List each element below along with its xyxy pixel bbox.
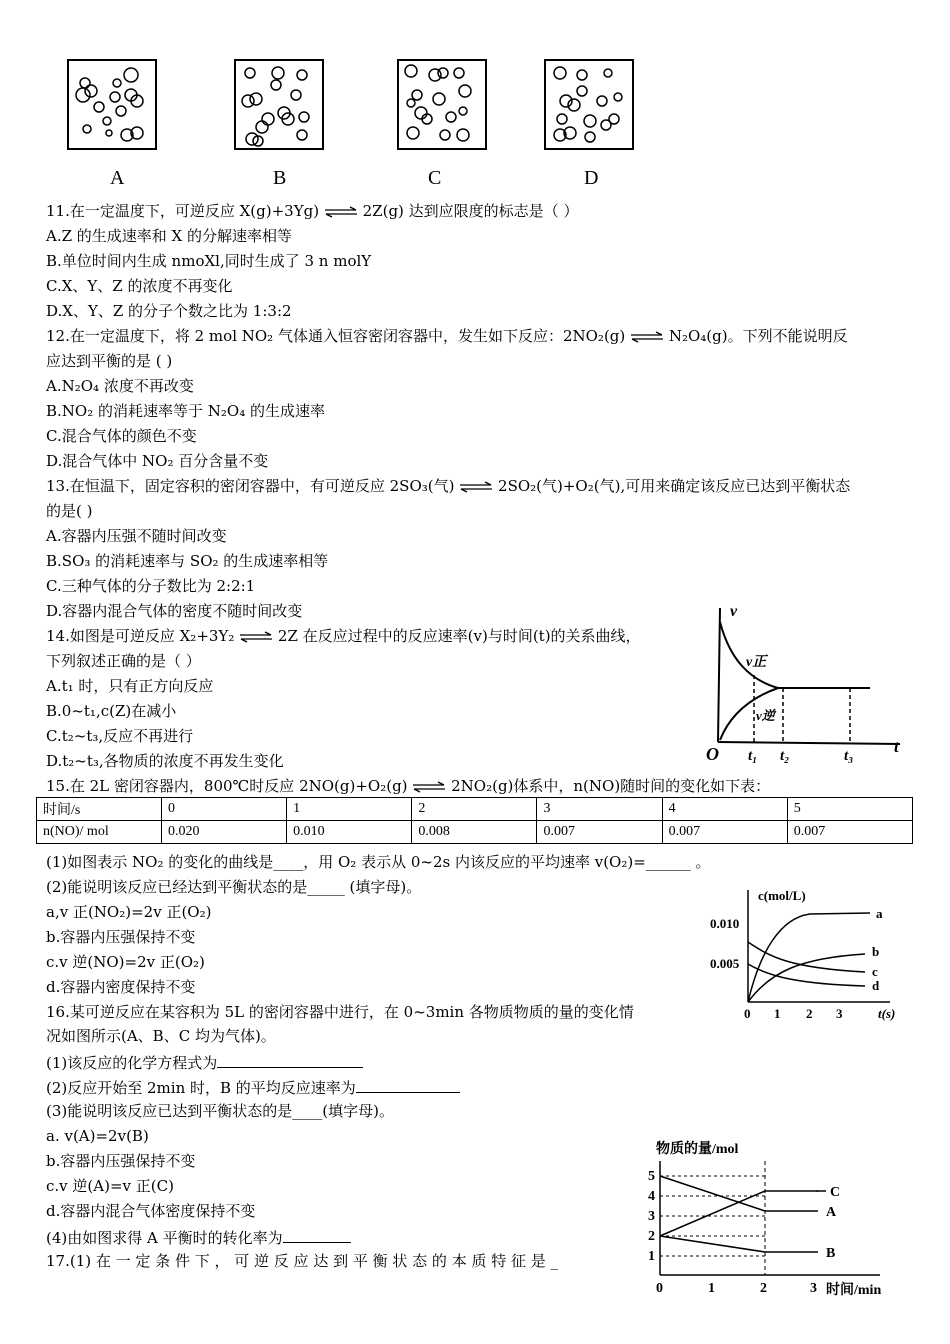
x-tick-label: 0	[744, 1006, 751, 1021]
molecule-diagram	[69, 61, 155, 148]
q11-option-a: A.Z 的生成速率和 X 的分解速率相等	[46, 227, 293, 245]
q12-stem-2: 应达到平衡的是 ( )	[46, 352, 173, 370]
q12-option-c: C.混合气体的颜色不变	[46, 427, 197, 445]
x-tick-label: 2	[760, 1281, 767, 1296]
q12-option-b: B.NO₂ 的消耗速率等于 N₂O₄ 的生成速率	[46, 402, 325, 420]
q11-stem-post: 2Z(g) 达到应限度的标志是（ ）	[362, 202, 579, 220]
curve-label: b	[872, 944, 880, 959]
y-tick-label: 0.005	[710, 956, 740, 971]
axis-v-label: v	[730, 603, 738, 620]
table-cell: n(NO)/ mol	[37, 821, 162, 844]
equilibrium-arrow-icon	[412, 781, 446, 793]
y-tick-label: 2	[648, 1229, 655, 1244]
table-cell: 0.008	[412, 821, 537, 844]
q12-stem	[46, 326, 848, 346]
q13-stem-post: 2SO₂(气)+O₂(气),可用来确定该反应已达到平衡状态	[498, 477, 851, 495]
answer-blank[interactable]	[356, 1076, 460, 1093]
q16-part-2	[46, 1076, 460, 1098]
q15-option-d: d.容器内密度保持不变	[46, 978, 196, 996]
curve-label: C	[830, 1185, 841, 1200]
q15-option-a: a,v 正(NO₂)=2v 正(O₂)	[46, 903, 212, 921]
curve-label: A	[826, 1205, 837, 1220]
table-cell: 1	[287, 798, 412, 821]
table-cell: 0.007	[662, 821, 787, 844]
q14-option-d: D.t₂~t₃,各物质的浓度不再发生变化	[46, 752, 284, 770]
q16-part-2-text: (2)反应开始至 2min 时，B 的平均反应速率为	[46, 1079, 356, 1097]
q16-part-1-text: (1)该反应的化学方程式为	[46, 1054, 218, 1072]
axis-y-label: c(mol/L)	[758, 888, 806, 903]
equilibrium-arrow-icon	[324, 206, 358, 218]
q16-part-3: (3)能说明该反应已达到平衡状态的是____(填字母)。	[46, 1102, 394, 1120]
q16-option-c: c.v 逆(A)=v 正(C)	[46, 1177, 174, 1195]
q14-option-b: B.0~t₁,c(Z)在减小	[46, 702, 177, 720]
equilibrium-arrow-icon	[459, 481, 493, 493]
q15-stem-post: 2NO₂(g)体系中，n(NO)随时间的变化如下表：	[451, 777, 771, 795]
q11-option-c: C.X、Y、Z 的浓度不再变化	[46, 277, 233, 295]
curve-label: a	[876, 906, 883, 921]
q13-option-b: B.SO₃ 的消耗速率与 SO₂ 的生成速率相等	[46, 552, 329, 570]
molecule-diagram	[236, 61, 322, 148]
q14-stem-2: 下列叙述正确的是（ ）	[46, 652, 201, 670]
table-cell: 5	[787, 798, 912, 821]
q14-stem	[46, 626, 641, 646]
curve-label: B	[826, 1246, 836, 1261]
table-cell: 4	[662, 798, 787, 821]
answer-blank[interactable]	[217, 1051, 363, 1068]
x-tick-label: 2	[806, 1006, 813, 1021]
q16-part-1	[46, 1051, 363, 1073]
q15-stem	[46, 776, 770, 796]
q13-stem	[46, 476, 850, 496]
q16-option-b: b.容器内压强保持不变	[46, 1152, 196, 1170]
q14-stem-pre: 14.如图是可逆反应 X₂+3Y₂	[46, 627, 235, 645]
origin-label: O	[706, 744, 719, 764]
q14-option-c: C.t₂~t₃,反应不再进行	[46, 727, 194, 745]
axis-t-label: t	[894, 737, 899, 756]
box-label-d: D	[584, 167, 599, 189]
t2-label: t₂	[780, 748, 790, 764]
q16-stem-2: 况如图所示(A、B、C 均为气体)。	[46, 1027, 276, 1045]
q11-option-d: D.X、Y、Z 的分子个数之比为 1:3:2	[46, 302, 292, 320]
x-tick-label: 1	[708, 1281, 715, 1296]
equilibrium-arrow-icon	[239, 631, 273, 643]
q12-stem-pre: 12.在一定温度下，将 2 mol NO₂ 气体通入恒容密闭容器中，发生如下反应：2NO₂(g)	[46, 327, 626, 345]
molecule-box-c	[397, 59, 487, 150]
curve-label: c	[872, 964, 878, 979]
q15-stem-pre: 15.在 2L 密闭容器内，800℃时反应 2NO(g)+O₂(g)	[46, 777, 408, 795]
axis-x-label: t(s)	[878, 1006, 896, 1021]
rate-time-graph	[700, 600, 910, 770]
q12-stem-post: N₂O₄(g)。下列不能说明反	[668, 327, 848, 345]
axis-x-label: 时间/min	[826, 1283, 882, 1298]
table-cell: 0.007	[787, 821, 912, 844]
amount-time-graph	[640, 1135, 900, 1305]
molecule-diagram	[399, 61, 485, 148]
q15-part-1: (1)如图表示 NO₂ 的变化的曲线是____，用 O₂ 表示从 0~2s 内该反应的平均速率 v(O₂)=______ 。	[46, 853, 711, 871]
q13-stem-pre: 13.在恒温下，固定容积的密闭容器中，有可逆反应 2SO₃(气)	[46, 477, 455, 495]
box-label-c: C	[428, 167, 442, 189]
q11-stem-pre: 11.在一定温度下，可逆反应 X(g)+3Yg)	[46, 202, 320, 220]
table-cell: 0.020	[162, 821, 287, 844]
q11-option-b: B.单位时间内生成 nmoXl,同时生成了 3 n molY	[46, 252, 372, 270]
x-tick-label: 1	[774, 1006, 781, 1021]
q12-option-d: D.混合气体中 NO₂ 百分含量不变	[46, 452, 269, 470]
q16-part-4-text: (4)由如图求得 A 平衡时的转化率为	[46, 1229, 283, 1247]
q13-option-a: A.容器内压强不随时间改变	[46, 527, 227, 545]
y-tick-label: 4	[648, 1189, 655, 1204]
box-label-b: B	[273, 167, 287, 189]
molecule-box-a	[67, 59, 157, 150]
t3-label: t₃	[844, 748, 854, 764]
v-forward-label: v正	[746, 655, 767, 670]
molecule-diagram	[546, 61, 632, 148]
table-row	[37, 821, 913, 844]
q15-option-b: b.容器内压强保持不变	[46, 928, 196, 946]
y-tick-label: 0.010	[710, 916, 740, 931]
table-cell: 0.007	[537, 821, 662, 844]
answer-blank[interactable]	[283, 1226, 351, 1243]
q16-stem: 16.某可逆反应在某容积为 5L 的密闭容器中进行，在 0~3min 各物质物质的量的变化情	[46, 1003, 634, 1021]
curve-label: d	[872, 978, 880, 993]
axis-y-label: 物质的量/mol	[656, 1142, 739, 1157]
v-reverse-label: v逆	[756, 708, 775, 723]
x-tick-label: 3	[810, 1281, 817, 1296]
q16-option-d: d.容器内混合气体密度保持不变	[46, 1202, 256, 1220]
q14-option-a: A.t₁ 时，只有正方向反应	[46, 677, 214, 695]
q13-option-c: C.三种气体的分子数比为 2:2:1	[46, 577, 256, 595]
y-tick-label: 3	[648, 1209, 655, 1224]
q12-option-a: A.N₂O₄ 浓度不再改变	[46, 377, 194, 395]
equilibrium-arrow-icon	[630, 331, 664, 343]
q13-option-d: D.容器内混合气体的密度不随时间改变	[46, 602, 303, 620]
q13-stem-2: 的是( )	[46, 502, 93, 520]
table-cell: 0	[162, 798, 287, 821]
t1-label: t₁	[748, 748, 758, 764]
q15-part-2: (2)能说明该反应已经达到平衡状态的是_____ (填字母)。	[46, 878, 422, 896]
y-tick-label: 5	[648, 1169, 655, 1184]
concentration-time-graph	[700, 882, 910, 1022]
x-tick-label: 3	[836, 1006, 843, 1021]
box-label-a: A	[110, 167, 125, 189]
x-tick-label: 0	[656, 1281, 663, 1296]
table-row	[37, 798, 913, 821]
table-cell: 2	[412, 798, 537, 821]
molecule-box-d	[544, 59, 634, 150]
table-cell: 时间/s	[37, 798, 162, 821]
y-tick-label: 1	[648, 1249, 655, 1264]
molecule-box-b	[234, 59, 324, 150]
q11-stem	[46, 201, 578, 221]
q15-option-c: c.v 逆(NO)=2v 正(O₂)	[46, 953, 205, 971]
q17-stem: 17.(1) 在 一 定 条 件 下 ， 可 逆 反 应 达 到 平 衡 状 态 的 本 质 特 征 是 _	[46, 1252, 559, 1270]
table-cell: 0.010	[287, 821, 412, 844]
table-cell: 3	[537, 798, 662, 821]
q14-stem-post: 2Z 在反应过程中的反应速率(v)与时间(t)的关系曲线，	[277, 627, 641, 645]
q15-data-table	[36, 797, 913, 844]
q16-option-a: a. v(A)=2v(B)	[46, 1127, 149, 1145]
q16-part-4	[46, 1226, 351, 1248]
